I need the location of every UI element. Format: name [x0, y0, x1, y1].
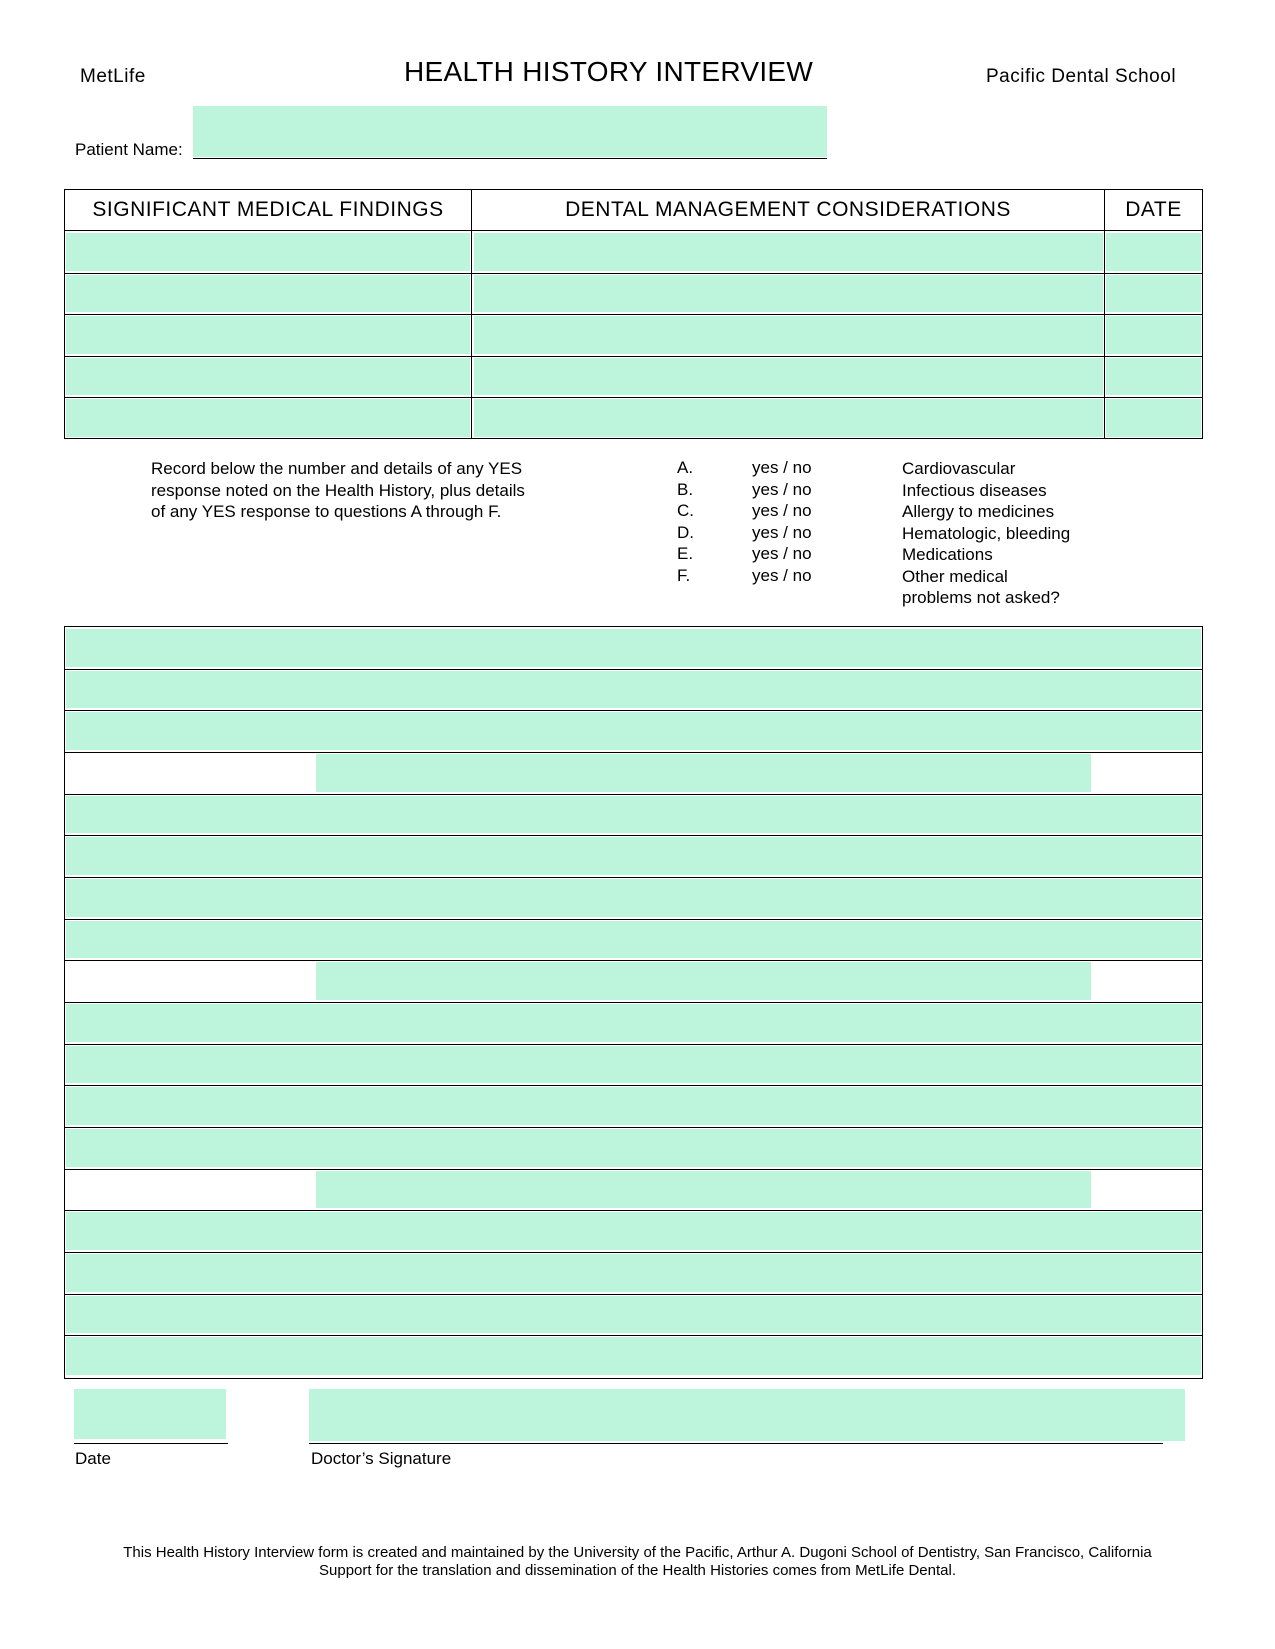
- question-text: Infectious diseases: [902, 480, 1047, 500]
- row-divider: [65, 794, 1202, 795]
- question-yes-no[interactable]: yes / no: [752, 501, 812, 520]
- row-divider: [65, 1294, 1202, 1295]
- question-letter: D.: [677, 522, 694, 542]
- finding-field[interactable]: [66, 316, 470, 354]
- row-divider: [65, 1335, 1202, 1336]
- details-row-field[interactable]: [66, 712, 1201, 750]
- row-divider: [65, 397, 1202, 398]
- finding-field[interactable]: [66, 275, 470, 313]
- date-cell-field[interactable]: [1106, 275, 1201, 313]
- question-yes-no[interactable]: yes / no: [752, 544, 812, 563]
- details-row-field[interactable]: [66, 837, 1201, 875]
- question-letter: E.: [677, 544, 694, 563]
- date-field[interactable]: [74, 1389, 226, 1439]
- question-text: Other medical: [902, 566, 1008, 586]
- patient-name-field[interactable]: [193, 106, 827, 157]
- question-yes-no[interactable]: yes / no: [752, 458, 812, 477]
- question-yes-no[interactable]: yes / no: [752, 565, 812, 585]
- row-divider: [65, 1252, 1202, 1253]
- consideration-field[interactable]: [474, 358, 1103, 396]
- column-header-date: DATE: [1125, 198, 1182, 221]
- date-cell-field[interactable]: [1106, 233, 1201, 271]
- details-row-field[interactable]: [66, 1337, 1201, 1375]
- details-row-field[interactable]: [66, 1254, 1201, 1292]
- row-divider: [65, 919, 1202, 920]
- row-divider: [65, 1210, 1202, 1211]
- question-text: Allergy to medicines: [902, 502, 1055, 521]
- instruction-line: of any YES response to questions A through F.: [151, 502, 502, 521]
- instruction-line: Record below the number and details of any YES: [151, 459, 523, 478]
- question-text-continued: problems not asked?: [902, 588, 1060, 607]
- patient-name-label: Patient Name:: [75, 140, 183, 159]
- consideration-field[interactable]: [474, 275, 1103, 313]
- question-text: Medications: [902, 545, 993, 564]
- details-row-field[interactable]: [66, 796, 1201, 834]
- details-row-field[interactable]: [316, 754, 1091, 792]
- row-divider: [65, 273, 1202, 274]
- finding-field[interactable]: [66, 399, 470, 437]
- question-text: Hematologic, bleeding: [902, 523, 1071, 543]
- footer-line-1: This Health History Interview form is created and maintained by the University of the Pacific, Arthur A. Dugoni School of Dentistry, San Francisco, California: [123, 1544, 1152, 1561]
- consideration-field[interactable]: [474, 316, 1103, 354]
- instruction-line: response noted on the Health History, plus details: [151, 480, 525, 500]
- page-title: HEALTH HISTORY INTERVIEW: [404, 56, 814, 87]
- row-divider: [65, 877, 1202, 878]
- row-divider: [65, 356, 1202, 357]
- details-row-field[interactable]: [316, 962, 1091, 1000]
- column-header-findings: SIGNIFICANT MEDICAL FINDINGS: [92, 198, 444, 221]
- findings-table: [64, 189, 1203, 439]
- header-right-school: Pacific Dental School: [986, 66, 1177, 87]
- details-row-field[interactable]: [66, 671, 1201, 709]
- header-divider: [65, 230, 1202, 231]
- details-row-field[interactable]: [66, 629, 1201, 667]
- details-row-field[interactable]: [66, 1046, 1201, 1084]
- details-row-field[interactable]: [66, 1129, 1201, 1167]
- date-underline: [74, 1443, 228, 1444]
- question-yes-no[interactable]: yes / no: [752, 522, 812, 542]
- row-divider: [65, 1127, 1202, 1128]
- row-divider: [65, 960, 1202, 961]
- signature-underline: [309, 1443, 1163, 1444]
- details-row-field[interactable]: [66, 1296, 1201, 1334]
- details-row-field[interactable]: [66, 1004, 1201, 1042]
- details-row-field[interactable]: [66, 1212, 1201, 1250]
- header-left-metlife: MetLife: [80, 66, 146, 87]
- row-divider: [65, 710, 1202, 711]
- doctor-signature-field[interactable]: [309, 1389, 1185, 1441]
- row-divider: [65, 835, 1202, 836]
- row-divider: [65, 1002, 1202, 1003]
- details-row-field[interactable]: [316, 1171, 1091, 1209]
- question-letter: A.: [677, 458, 694, 477]
- finding-field[interactable]: [66, 233, 470, 271]
- row-divider: [65, 1044, 1202, 1045]
- row-divider: [65, 669, 1202, 670]
- details-row-field[interactable]: [66, 879, 1201, 917]
- row-divider: [65, 1085, 1202, 1086]
- row-divider: [65, 314, 1202, 315]
- date-cell-field[interactable]: [1106, 399, 1201, 437]
- question-letter: B.: [677, 479, 694, 499]
- question-text: Cardiovascular: [902, 459, 1016, 478]
- row-divider: [65, 752, 1202, 753]
- details-row-field[interactable]: [66, 1087, 1201, 1125]
- finding-field[interactable]: [66, 358, 470, 396]
- date-cell-field[interactable]: [1106, 358, 1201, 396]
- question-yes-no[interactable]: yes / no: [752, 479, 812, 499]
- date-label: Date: [75, 1449, 111, 1468]
- details-table: [64, 626, 1203, 1379]
- doctor-signature-label: Doctor’s Signature: [311, 1449, 452, 1468]
- consideration-field[interactable]: [474, 399, 1103, 437]
- consideration-field[interactable]: [474, 233, 1103, 271]
- patient-name-underline: [193, 158, 827, 159]
- instructions: [151, 458, 581, 523]
- date-cell-field[interactable]: [1106, 316, 1201, 354]
- column-header-considerations: DENTAL MANAGEMENT CONSIDERATIONS: [565, 198, 1011, 221]
- footer-line-2: Support for the translation and dissemination of the Health Histories comes from MetLife Dental.: [319, 1562, 956, 1579]
- question-letter: C.: [677, 501, 694, 520]
- question-letter: F.: [677, 565, 691, 585]
- row-divider: [65, 1169, 1202, 1170]
- details-row-field[interactable]: [66, 921, 1201, 959]
